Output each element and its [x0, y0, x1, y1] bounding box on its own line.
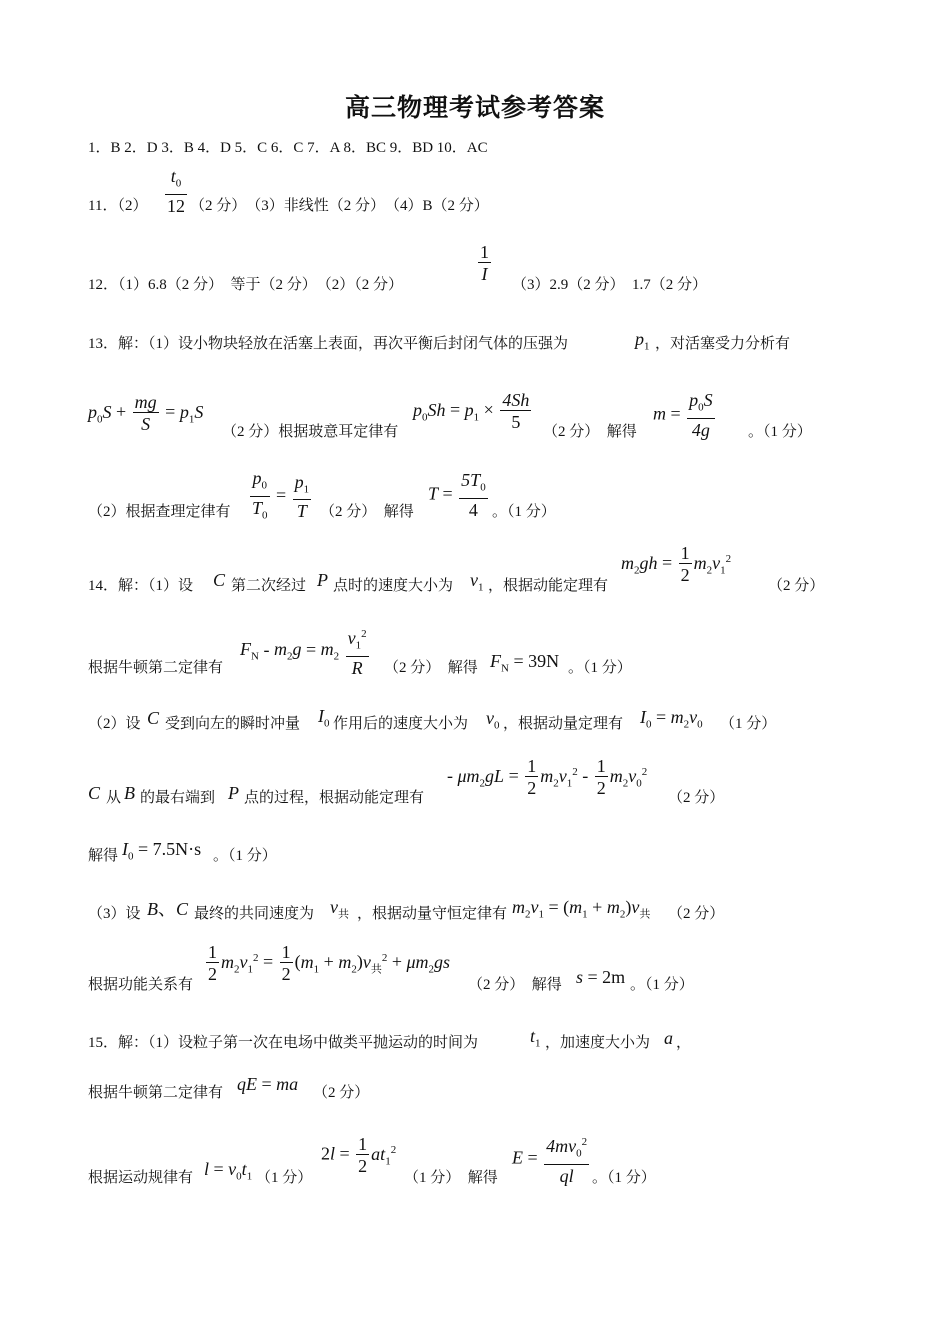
- q13-l2-text-a: （2 分）根据玻意耳定律有: [222, 424, 399, 440]
- q14-l3-text-b: 受到向左的瞬时冲量: [165, 716, 301, 732]
- q14-impulse-result: $I_0 = 7.5N\cdot s$: [122, 839, 202, 863]
- q13-intro: 13．解：（1）设小物块轻放在活塞上表面，再次平衡后封闭气体的压强为: [88, 336, 569, 352]
- q15-symbol-t1: $t_1$: [530, 1026, 541, 1050]
- q14-l2-text-b: （2 分） 解得: [384, 660, 478, 676]
- q13-boyle-equation: $p_0Sh = p_1$ × $\frac{4Sh}{5}$: [413, 390, 530, 432]
- q14-l6-text-d: （2 分）: [668, 906, 725, 922]
- q14-symbol-v1: $v_1$: [470, 570, 484, 594]
- q13-l2-text-b: （2 分） 解得: [543, 424, 637, 440]
- q14-l1-text-d: ，根据动能定理有: [488, 578, 609, 594]
- q14-l7-text-b: （2 分） 解得: [468, 977, 562, 993]
- q14-work-energy-equation: $\frac{1}{2}$ $m_2v_1^2$ = $\frac{1}{2}$ $(m_1 + m_2)v_共^2 + \mu m_2gs$: [208, 942, 451, 984]
- q15-l3-text-b: （1 分）: [256, 1170, 313, 1186]
- q15-l1-text-c: ，: [676, 1035, 692, 1051]
- q14-l1-text-a: 14．解：（1）设: [88, 578, 194, 594]
- q14-l4-text-c: 点的过程，根据动能定理有: [244, 790, 425, 806]
- q15-l2-text-b: （2 分）: [313, 1085, 370, 1101]
- q11-part-a: 11．（2）: [88, 198, 148, 214]
- q14-l3-text-e: （1 分）: [720, 716, 777, 732]
- q14-distance-result: s = 2m: [576, 967, 626, 987]
- q14-l4-text-b: 的最右端到: [140, 790, 216, 806]
- q14-l4-text-d: （2 分）: [668, 790, 725, 806]
- q14-l5-text-a: 解得: [88, 848, 119, 864]
- q14-normal-force-result: $F_N = 39N$: [490, 651, 560, 675]
- q14-l1-text-e: （2 分）: [768, 578, 825, 594]
- q14-l1-text-b: 第二次经过: [231, 578, 307, 594]
- q14-l3-text-d: ，根据动量定理有: [503, 716, 624, 732]
- q15-l1-text-b: ，加速度大小为: [545, 1035, 651, 1051]
- q14-symbol-i0: $I_0$: [318, 706, 330, 730]
- q12-part-b: （3）2.9（2 分） 1.7（2 分）: [512, 277, 708, 293]
- q15-vertical-equation: 2l = $\frac{1}{2}$ $at_1^2$: [321, 1134, 397, 1176]
- q13-l3-text-c: 。（1 分）: [492, 504, 556, 520]
- q14-symbol-c-3: C: [88, 783, 101, 803]
- q15-l3-text-d: 。（1 分）: [592, 1170, 656, 1186]
- q11-part-b: （2 分） （3）非线性（2 分） （4）B（2 分）: [190, 198, 489, 214]
- q14-friction-energy-equation: - $\mu m_2gL$ = $\frac{1}{2}$ $m_2v_1^2$ - $\frac{1}{2}$ $m_2v_0^2$: [447, 756, 648, 798]
- page-title: 高三物理考试参考答案: [344, 95, 605, 122]
- q15-newton-equation: qE = ma: [237, 1074, 299, 1094]
- q14-l2-text-a: 根据牛顿第二定律有: [88, 660, 224, 676]
- q14-newton-equation: $F_N - m_2g = m_2$ $\frac{v_1^2}{R}$: [240, 624, 371, 679]
- q14-l7-text-c: 。（1 分）: [630, 977, 694, 993]
- q14-symbol-p-2: P: [228, 783, 239, 803]
- q14-symbol-p: P: [317, 570, 328, 590]
- q14-l3-text-a: （2）设: [88, 716, 141, 732]
- q15-l3-text-c: （1 分） 解得: [404, 1170, 498, 1186]
- q13-l3-text-a: （2）根据查理定律有: [88, 504, 231, 520]
- q13-force-equation: $p_0S$ + $\frac{mg}{S}$ = $p_1S$: [88, 392, 204, 434]
- q15-symbol-a: a: [664, 1028, 673, 1048]
- q14-l7-text-a: 根据功能关系有: [88, 977, 194, 993]
- q14-symbol-c: C: [213, 570, 226, 590]
- q15-l2-text-a: 根据牛顿第二定律有: [88, 1085, 224, 1101]
- q14-l2-text-c: 。（1 分）: [568, 660, 632, 676]
- q13-l3-text-b: （2 分） 解得: [320, 504, 414, 520]
- q13-charles-equation: $\frac{p_0}{T_0}$ = $\frac{p_1}{T}$: [252, 468, 310, 522]
- q13-mass-result: m = $\frac{p_0S}{4g}$: [653, 390, 713, 440]
- q13-p1-symbol: $p_1$: [635, 329, 650, 353]
- q11-formula: $\frac{t_0}{12}$: [167, 166, 185, 216]
- q14-impulse-equation: $I_0 = m_2v_0$: [640, 707, 703, 731]
- q14-symbol-b: B: [124, 783, 135, 803]
- q14-symbol-bc: B、C: [147, 899, 189, 919]
- q13-l2-text-c: 。（1 分）: [748, 424, 812, 440]
- q14-symbol-v0: $v_0$: [486, 708, 500, 732]
- choice-answers: 1．B 2．D 3．B 4．D 5．C 6．C 7．A 8．BC 9．BD 10．AC: [88, 140, 488, 156]
- q12-part-a: 12．（1）6.8（2 分） 等于（2 分） （2）（2 分）: [88, 277, 404, 293]
- q13-intro-2: ，对活塞受力分析有: [655, 336, 791, 352]
- q12-formula: $\frac{1}{I}$: [480, 242, 489, 284]
- q14-l1-text-c: 点时的速度大小为: [333, 578, 454, 594]
- q15-field-result: E = $\frac{4mv_0^2}{ql}$: [512, 1132, 591, 1187]
- q14-energy-equation: $m_2gh$ = $\frac{1}{2}$ $m_2v_1^2$: [621, 543, 732, 585]
- q14-l4-text-a: 从: [106, 790, 122, 806]
- q15-displacement-equation: $l = v_0t_1$: [204, 1159, 253, 1183]
- q14-l6-text-a: （3）设: [88, 906, 141, 922]
- q15-l1-text-a: 15．解：（1）设粒子第一次在电场中做类平抛运动的时间为: [88, 1035, 479, 1051]
- q14-l3-text-c: 作用后的速度大小为: [333, 716, 469, 732]
- q14-l6-text-b: 最终的共同速度为: [194, 906, 315, 922]
- q14-momentum-equation: $m_2v_1 = (m_1 + m_2)v_共$: [512, 897, 651, 921]
- q14-l5-text-b: 。（1 分）: [213, 848, 277, 864]
- q14-l6-text-c: ，根据动量守恒定律有: [357, 906, 508, 922]
- q13-temperature-result: T = $\frac{5T_0}{4}$: [428, 470, 486, 520]
- q14-symbol-c-2: C: [147, 708, 160, 728]
- q15-l3-text-a: 根据运动规律有: [88, 1170, 194, 1186]
- q14-symbol-v-common: $v_共$: [330, 897, 349, 921]
